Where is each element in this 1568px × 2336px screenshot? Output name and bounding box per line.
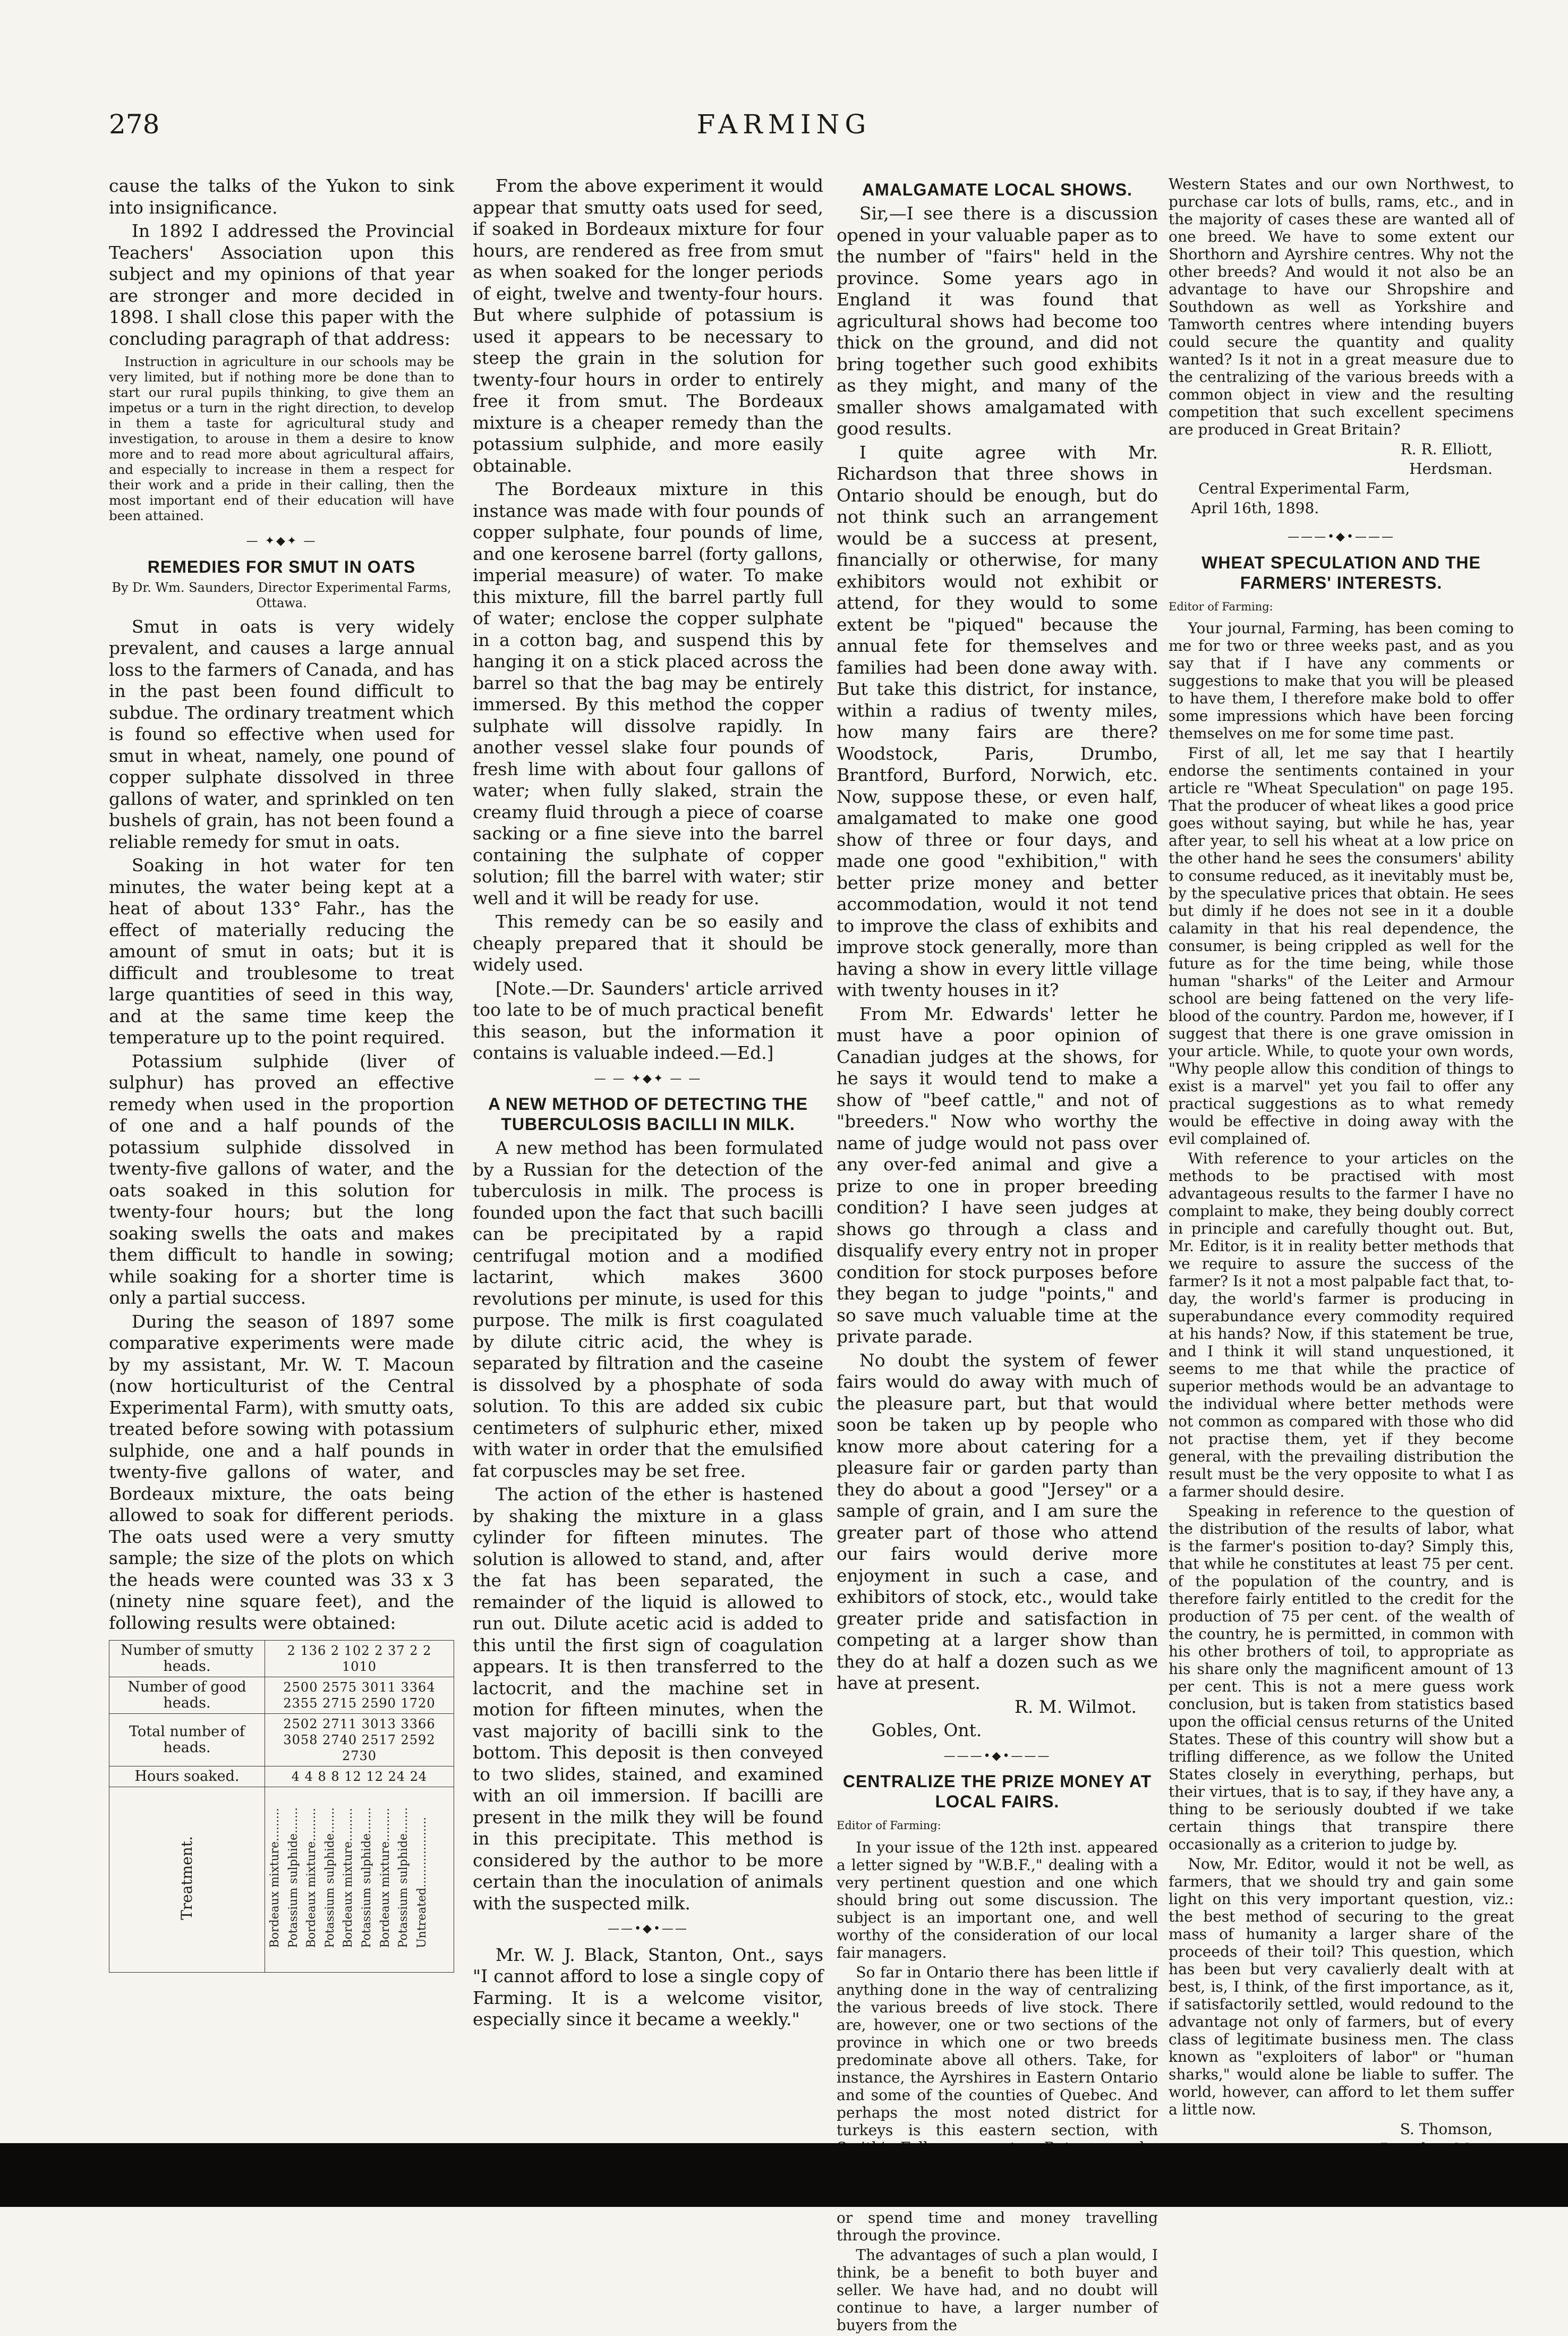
paragraph: No doubt the system of fewer fairs would do away with much of the pleasure part, but that would soon be taken up by people who know more about catering for a pleasure fair or garden party than they do about a good "Jersey" or a sample of grain, and I am sure the greater part of those who attend our fairs would derive more enjoyment in such a case, and exhibitors of stock, etc., would take greater pride and satisfaction in competing at a larger show than they do at half a dozen such as we have at present. <box>837 1349 1158 1693</box>
paragraph: I quite agree with Mr. Richardson that three shows in Ontario should be enough, but do not think such an arrangement would be a success at present, financially or otherwise, for many exhibitors would not exhibit or attend, for they would to some extent be "piqued" because the annual fete for themselves and families had been done away with. But take this district, for instance, within a radius of twenty miles, how many fairs are there? Woodstock, Paris, Drumbo, Brantford, Burford, Norwich, etc. Now, suppose these, or even half, amalgamated to make one good show of three or four days, and made one good "exhibition," with better prize money and better accommodation, would it not tend to improve the class of exhibits and improve stock generally, more than having a show in every little village with twenty houses in it? <box>837 441 1158 1000</box>
treatment-entry: Bordeaux mixture......... <box>305 1808 319 1948</box>
paragraph: The Bordeaux mixture in this instance was made with four pounds of copper sulphate, four pounds of lime, and one kerosene barrel (forty gallons, imperial measure) of water. To make this mixture, fill the barrel partly full of water; enclose the copper sulphate in a cotton bag, and suspend this by hanging it on a stick placed across the barrel so that the bag may be entirely immersed. By this method the copper sulphate will dissolve rapidly. In another vessel slake four pounds of fresh lime with about four gallons of water; when fully slaked, strain the creamy fluid through a piece of coarse sacking or a fine sieve into the barrel containing the sulphate of copper solution; fill the barrel with water; stir well and it will be ready for use. <box>473 479 823 908</box>
treatment-entry: Potassium sulphide....... <box>286 1807 300 1948</box>
section-divider: ——•◆•—— <box>608 1922 688 1935</box>
paragraph: Speaking in reference to the question of the distribution of the results of labor, what is the farmer's position to-day? Simply this, that while he constitutes at least 75 per cent. of the population of the country, and is therefore fairly entitled to the credit for the production of 75 per cent. of the wealth of the country, he is permitted, in common with his other brothers of toil, to appropriate as his share only the magnificent amount of 13 per cent. This is not a mere guess work conclusion, but is taken from statistics based upon the official census returns of the United States. These of this country will show but a trifling difference, as we follow the United States closely in everything, perhaps, but their virtues, that is to say, if they have any, a thing to be seriously doubted if we take certain things that transpire there occasionally as a criterion to judge by. <box>1169 1502 1514 1853</box>
paragraph: cause the talks of the Yukon to sink into insignificance. <box>109 175 454 218</box>
paragraph: Soaking in hot water for ten minutes, the water being kept at a heat of about 133° Fahr., has the effect of materially reducing the amount of smut in oats; but it is difficult and troublesome to treat large quantities of seed in this way, and at the same time keep the temperature up to the point required. <box>109 855 454 1048</box>
paragraph: Western States and our own Northwest, to purchase car lots of bulls, rams, etc., and in the majority of cases these are wanted all of one breed. We have to some extent our Shorthorn and Ayrshire centres. Why not the other breeds? And would it not also be an advantage to have our Shropshire and Southdown as well as Yorkshire and Tamworth centres where intending buyers could secure the quantity and quality wanted? Is it not in a great measure due to the centralizing of the various breeds with a common object in view and the resulting competition that such excellent specimens are produced in Great Britain? <box>1169 175 1514 438</box>
paragraph: This remedy can be so easily and cheaply prepared that it should be widely used. <box>473 911 823 975</box>
paragraph: From Mr. Edwards' letter he must have a poor opinion of Canadian judges at the shows, for he says it would tend to make a show of "beef cattle," and not of "breeders." Now who worthy the name of judge would not pass over any over-fed animal and give a prize to one in proper breeding condition? I have seen judges at shows go through a class and disqualify every entry not in proper condition for stock purposes before they began to judge "points," and so save much valuable time at the private parade. <box>837 1003 1158 1347</box>
paragraph: With reference to your articles on the methods to be practised with most advantageous results to the farmer I have no complaint to make, they being doubly correct in principle and carefully thought out. But, Mr. Editor, is it in reality better methods that we require to assure the success of the farmer? Is it not a most palpable fact that, to-day, the world's farmer is producing in superabundance every commodity required at his hands? Now, if this statement be true, and I think it will stand unquestioned, it seems to me that while the practice of superior methods would be an advantage to the individual where better methods were not common as compared with those who did not practise them, yet if they become general, with the prevailing distribution the result must be the very opposite to what I as a farmer should desire. <box>1169 1150 1514 1500</box>
paragraph: First of all, let me say that I heartily endorse the sentiments contained in your article re "Wheat Speculation" on page 195. That the producer of wheat likes a good price goes without saying, but while he has, year after year, to sell his wheat at a low price on the other hand he sees the consumers' ability to consume reduced, as it inevitably must be, by the speculative prices that obtain. He sees but dimly if he does not see in it a double calamity in that his real dependence, the consumer, is being crippled as well for the future as for the time being, while those human "sharks" of the Leiter and Armour school are being fattened on the very life-blood of the country. Pardon me, however, if I suggest that there is one grave omission in your article. While, to quote your own words, "Why people allow this condition of things to exist is a marvel" yet you fail to offer any practical suggestions as to what remedy would be effective in doing away with the evil complained of. <box>1169 744 1514 1148</box>
section-divider: ———•◆•——— <box>943 1749 1051 1763</box>
article-title-tuberculosis: A NEW METHOD OF DETECTING THE TUBERCULOSIS BACILLI IN MILK. <box>488 1094 808 1134</box>
signature-role: Herdsman. <box>1409 460 1493 478</box>
editor-note: [Note.—Dr. Saunders' article arrived too late to be of much practical benefit this season, but the information it contains is valuable indeed.—Ed.] <box>473 978 823 1063</box>
article-body-small <box>1169 619 1514 2157</box>
treatment-entry: Bordeaux mixture......... <box>342 1808 355 1948</box>
signature-date: April 16th, 1898. <box>1191 499 1319 517</box>
table-row <box>109 1677 454 1714</box>
byline: By Dr. Wm. Saunders, Director Experimental Farms, Ottawa. <box>112 580 451 610</box>
treatment-list <box>265 1787 454 1973</box>
treatment-entry: Untreated................... <box>415 1816 429 1948</box>
paragraph: In 1892 I addressed the Provincial Teachers' Association upon this subject and my opinions of that year are stronger and more decided in 1898. I shall close this paper with the concluding paragraph of that address: <box>109 220 454 349</box>
treatment-entry: Bordeaux mixture......... <box>268 1808 282 1948</box>
signature: R. M. Wilmot. <box>1015 1696 1137 1717</box>
paragraph: The advantages of such a plan would, I think, be a benefit to both buyer and seller. We have had, and no doubt will continue to have, a larger number of buyers from the <box>837 2246 1158 2334</box>
paragraph: So far in Ontario there has been little if anything done in the way of centralizing the various breeds of live stock. There are, however, one or two sections of the province in which one or two breeds predominate above all others. Take, for instance, the Ayrshires in Eastern Ontario and some of the counties of Quebec. And perhaps the most noted district for turkeys is this eastern section, with or spend time and money travelling through the province. <box>837 1963 1158 2244</box>
treatment-label: Treatment. <box>178 1836 195 1920</box>
scan-bottom-edge <box>0 2143 1568 2207</box>
section-divider: — — ✦◆✦ — — <box>594 1072 702 1085</box>
paragraph: Sir,—I see there is a discussion opened in your valuable paper as to the number of "fairs" held in the province. Some years ago in England it was found that agricultural shows had become too thick on the ground, and did not bring together such good exhibits as they might, and many of the smaller shows amalgamated with good results. <box>837 203 1158 439</box>
signature-location: Gobles, Ont. <box>872 1720 982 1740</box>
article-title-centralize: CENTRALIZE THE PRIZE MONEY AT LOCAL FAIRS. <box>842 1772 1152 1811</box>
row-values: 4 4 8 8 12 12 24 24 <box>265 1766 454 1787</box>
salutation: Editor of Farming: <box>837 1819 941 1832</box>
paragraph: A new method has been formulated by a Russian for the detection of the tuberculosis in milk. The process is founded upon the fact that such bacilli can be precipitated by a rapid centrifugal motion and a modified lactarint, which makes 3600 revolutions per minute, is used for this purpose. The milk is first coagulated by dilute citric acid, the whey is separated by filtration and the caseine is dissolved by a phosphate of soda solution. To this are added six cubic centimeters of sulphuric ether, mixed with water in order that the emulsified fat corpuscles may be set free. <box>473 1137 823 1481</box>
paragraph: Your journal, Farming, has been coming to me for two or three weeks past, and as you say that if I have any comments or suggestions to make that you will be pleased to have them, I therefore make bold to offer some impressions which have been forcing themselves on me for some time past. <box>1169 619 1514 742</box>
salutation: Editor of Farming: <box>1169 600 1273 613</box>
column-2 <box>473 175 823 2033</box>
row-label: Number of good heads. <box>109 1677 265 1714</box>
signature: R. R. Elliott, <box>1400 440 1493 458</box>
table-row <box>109 1787 454 1973</box>
paragraph: Now, Mr. Editor, would it not be well, as farmers, that we should try and gain some light on this very important question, viz.: the best method of securing to the great mass of humanity a larger share of the proceeds of their toil? This question, which has been but very cavalierly dealt with at best, is, I think, of the first importance, as it, if satisfactorily settled, would redound to the advantage not only of farmers, but of every class of legitimate business men. The class known as "exploiters of labor" or "human sharks," would alone be liable to suffer. The world, however, can afford to let them suffer a little now. <box>1169 1855 1514 2118</box>
table-row <box>109 1766 454 1787</box>
treatment-entry: Potassium sulphide....... <box>323 1807 337 1948</box>
article-body-small <box>1169 175 1514 517</box>
quote-text: Instruction in agriculture in our schools may be very limited, but if nothing more be done than to start our rural pupils thinking, to give them an impetus or a turn in the right direction, to develop in them a taste for agricultural study and investigation, to arouse in them a desire to know more and to read more about agricultural affairs, and especially to increase in them a respect for their work and a pride in their calling, then the most important end of their education will have been attained. <box>109 354 454 523</box>
paragraph: During the season of 1897 some comparative experiments were made by my assistant, Mr. W. T. Macoun (now horticulturist of the Central Experimental Farm), with smutty oats, treated before sowing with potassium sulphide, one and a half pounds in twenty-five gallons of water, and Bordeaux mixture, the oats being allowed to soak for different periods. The oats used were a very smutty sample; the size of the plots on which the heads were counted was 33 x 3 (ninety nine square feet), and the following results were obtained: <box>109 1311 454 1633</box>
treatment-entry: Potassium sulphide....... <box>397 1807 411 1948</box>
section-divider: ———•◆•——— <box>1288 530 1395 543</box>
row-values: 2 136 2 102 2 37 2 2 1010 <box>265 1641 454 1677</box>
paragraph: In your issue of the 12th inst. appeared a letter signed by "W.B.F.," dealing with a very pertinent question and one which should bring out some discussion. The subject is an important one, and well worthy of the consideration of our local fair managers. <box>837 1838 1158 1961</box>
paragraph: Smut in oats is very widely prevalent, and causes a large annual loss to the farmers of Canada, and has in the past been found difficult to subdue. The ordinary treatment which is found so effective when used for smut in wheat, namely, one pound of copper sulphate dissolved in three gallons of water, and sprinkled on ten bushels of grain, has not been found a reliable remedy for smut in oats. <box>109 616 454 852</box>
smut-results-table <box>109 1640 454 1973</box>
article-title-wheat: WHEAT SPECULATION AND THE FARMERS' INTERESTS. <box>1201 553 1481 592</box>
signature-location: Central Experimental Farm, <box>1198 480 1410 497</box>
row-label <box>109 1787 265 1973</box>
row-label: Total number of heads. <box>109 1714 265 1766</box>
column-4 <box>1169 175 1514 2160</box>
treatment-entry: Potassium sulphide....... <box>360 1807 373 1948</box>
article-title-amalgamate: AMALGAMATE LOCAL SHOWS. <box>862 180 1132 199</box>
paragraph: The action of the ether is hastened by shaking the mixture in a glass cylinder for fifteen minutes. The solution is allowed to stand, and, after the fat has been separated, the remainder of the liquid is allowed to run out. Dilute acetic acid is added to this until the first sign of coagulation appears. It is then transferred to the lactocrit, and the machine set in motion for fifteen minutes, when the vast majority of bacilli sink to the bottom. This deposit is then conveyed to two slides, stained, and examined with an oil immersion. If bacilli are present in the milk they will be found in this precipitate. This method is considered by the author to be more certain than the inoculation of animals with the suspected milk. <box>473 1484 823 1914</box>
paragraph: Mr. W. J. Black, Stanton, Ont., says "I cannot afford to lose a single copy of Farming. It is a welcome visitor, especially since it became a weekly." <box>473 1944 823 2029</box>
treatment-entry: Bordeaux mixture......... <box>378 1808 392 1948</box>
row-values: 2500 2575 3011 3364 2355 2715 2590 1720 <box>265 1677 454 1714</box>
paragraph: Potassium sulphide (liver of sulphur) has proved an effective remedy when used in the proportion of one and a half pounds of the potassium sulphide dissolved in twenty-five gallons of water, and the oats soaked in this solution for twenty-four hours; but the long soaking swells the oats and makes them difficult to handle in sowing; while soaking for a shorter time is only a partial success. <box>109 1050 454 1308</box>
running-title: FARMING <box>696 109 872 140</box>
table-row <box>109 1641 454 1677</box>
row-label: Hours soaked. <box>109 1766 265 1787</box>
row-values: 2502 2711 3013 3366 3058 2740 2517 2592 2730 <box>265 1714 454 1766</box>
article-title-smut: REMEDIES FOR SMUT IN OATS <box>147 557 416 576</box>
row-label: Number of smutty heads. <box>109 1641 265 1677</box>
table-row <box>109 1714 454 1766</box>
block-quote <box>109 354 454 523</box>
page-number: 278 <box>109 109 160 140</box>
article-body-small <box>837 1839 1158 2334</box>
signature: S. Thomson, <box>1400 2120 1493 2138</box>
column-3 <box>837 175 1158 2336</box>
section-divider: — ✦◆✦ — <box>246 534 317 548</box>
paragraph: From the above experiment it would appear that smutty oats used for seed, if soaked in Bordeaux mixture for four hours, are rendered as free from smut as when soaked for the longer periods of eight, twelve and twenty-four hours. But where sulphide of potassium is used it appears to be necessary to steep the grain in the solution for twenty-four hours in order to entirely free it from smut. The Bordeaux mixture is a cheaper remedy than the potassium sulphide, and more easily obtainable. <box>473 175 823 476</box>
column-1 <box>109 175 454 1973</box>
